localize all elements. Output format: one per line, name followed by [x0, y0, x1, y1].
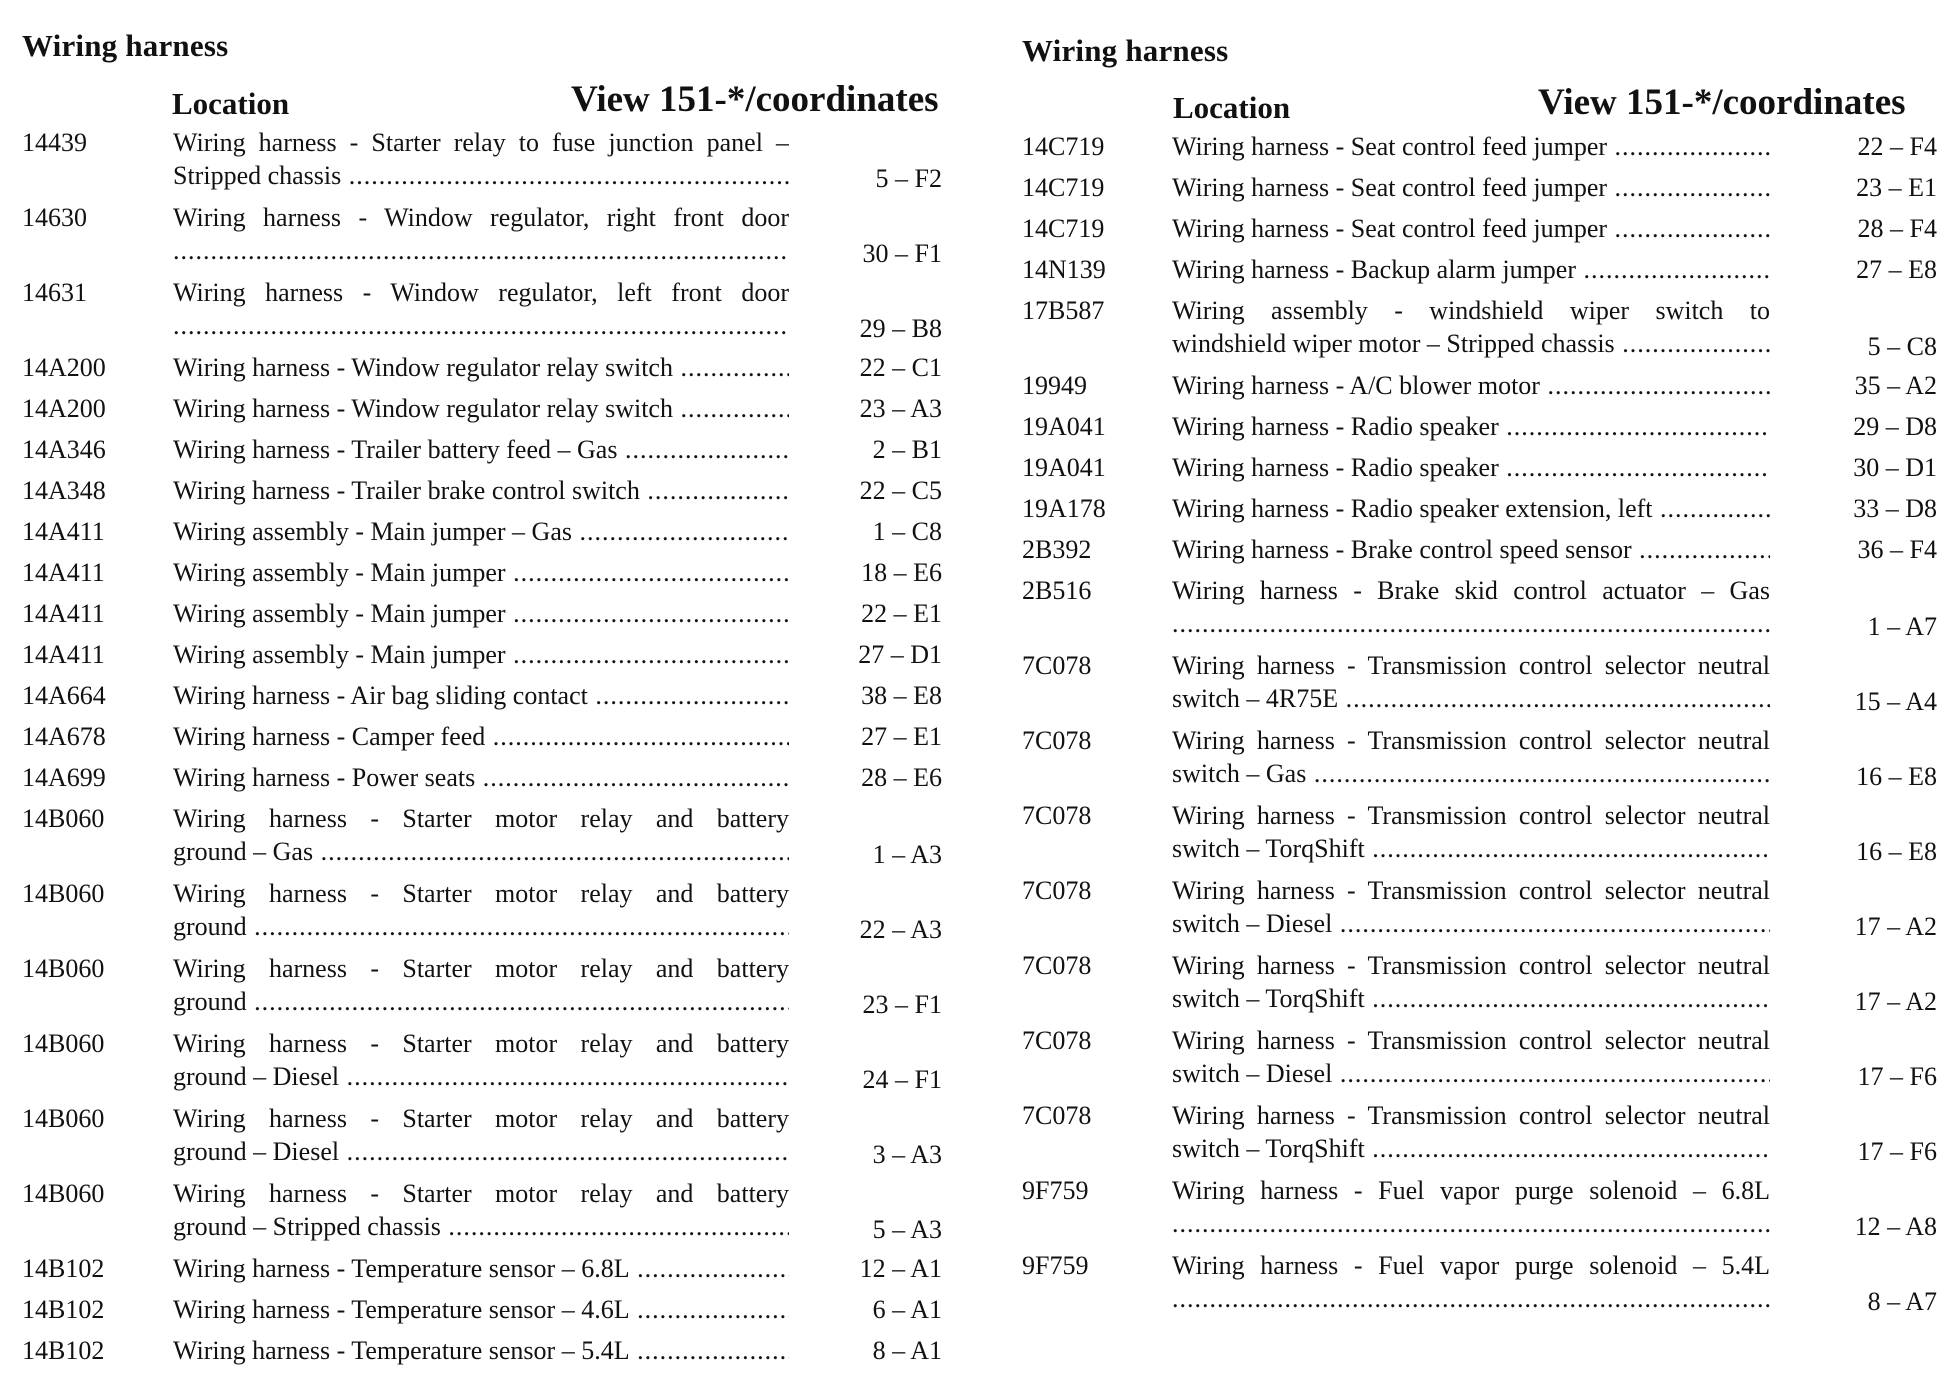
list-item [1022, 799, 1937, 874]
view-coordinate: 2 – B1 [872, 435, 942, 464]
view-coordinate: 17 – F6 [1857, 1062, 1937, 1091]
list-item [1022, 874, 1937, 949]
location-description [1172, 1024, 1770, 1090]
view-coordinates-header: View 151-*/coordinates [1538, 82, 1906, 123]
description-line: ground ..... [173, 910, 789, 943]
location-description [173, 638, 789, 671]
description-line: Wiring harness - Fuel vapor purge solenoid – 5.4L [1172, 1251, 1770, 1280]
view-coordinate: 12 – A1 [859, 1254, 942, 1283]
description-line: Wiring harness - Radio speaker ..... [1172, 451, 1770, 484]
list-item [22, 201, 962, 276]
description-line [1172, 1282, 1770, 1315]
part-number: 14C719 [1022, 173, 1105, 202]
location-description [1172, 949, 1770, 1015]
part-number: 14A699 [22, 763, 106, 792]
list-item [22, 1252, 962, 1293]
part-number: 14A664 [22, 681, 106, 710]
description-line: Wiring harness - Temperature sensor – 4.6L ..... [173, 1293, 789, 1326]
list-item [1022, 1174, 1937, 1249]
view-coordinate: 5 – A3 [872, 1215, 942, 1244]
description-line: switch – TorqShift ..... [1172, 1132, 1770, 1165]
view-coordinate: 22 – C1 [859, 353, 942, 382]
description-line: switch – 4R75E ..... [1172, 682, 1770, 715]
description-line: windshield wiper motor – Stripped chassis ..... [1172, 327, 1770, 360]
description-line: Wiring harness - Transmission control selector neutral [1172, 951, 1770, 980]
list-item [22, 1027, 962, 1102]
description-line: Wiring harness - Brake skid control actuator – Gas [1172, 576, 1770, 605]
view-coordinate: 8 – A7 [1867, 1287, 1937, 1316]
view-coordinate: 35 – A2 [1854, 371, 1937, 400]
list-item [1022, 1024, 1937, 1099]
location-description [173, 351, 789, 384]
part-number: 7C078 [1022, 651, 1092, 680]
description-line: Wiring harness - Starter motor relay and battery [173, 804, 789, 833]
part-number: 19A041 [1022, 412, 1106, 441]
list-item [22, 351, 962, 392]
location-description [173, 392, 789, 425]
description-line: Wiring harness - Starter relay to fuse junction panel – [173, 128, 789, 157]
view-coordinate: 3 – A3 [872, 1140, 942, 1169]
view-coordinate: 16 – E8 [1856, 837, 1937, 866]
left-column [22, 0, 962, 1392]
list-item [1022, 451, 1937, 492]
list-item [1022, 1249, 1937, 1324]
list-item [22, 1177, 962, 1252]
part-number: 14A200 [22, 353, 106, 382]
list-item [1022, 1099, 1937, 1174]
location-description [1172, 574, 1770, 640]
part-number: 14A411 [22, 599, 105, 628]
description-line: Wiring harness - Starter motor relay and battery [173, 1179, 789, 1208]
description-line: Wiring harness - Radio speaker ..... [1172, 410, 1770, 443]
part-number: 9F759 [1022, 1176, 1089, 1205]
description-line: Wiring harness - Radio speaker extension, left ..... [1172, 492, 1770, 525]
list-item [22, 720, 962, 761]
description-line: Wiring harness - Trailer brake control switch ..... [173, 474, 789, 507]
description-line: switch – TorqShift ..... [1172, 832, 1770, 865]
view-coordinate: 30 – D1 [1853, 453, 1937, 482]
description-line: ground ..... [173, 985, 789, 1018]
location-description [1172, 649, 1770, 715]
view-coordinate: 33 – D8 [1853, 494, 1937, 523]
description-line: ground – Stripped chassis ..... [173, 1210, 789, 1243]
description-line: ground – Diesel ..... [173, 1060, 789, 1093]
location-description [173, 556, 789, 589]
location-description [1172, 799, 1770, 865]
part-number: 7C078 [1022, 951, 1092, 980]
description-line: Wiring assembly - windshield wiper switch to [1172, 296, 1770, 325]
location-description [173, 1027, 789, 1093]
view-coordinate: 36 – F4 [1857, 535, 1937, 564]
location-description [173, 1334, 789, 1367]
list-item [1022, 294, 1937, 369]
view-coordinate: 17 – A2 [1854, 912, 1937, 941]
list-item [1022, 574, 1937, 649]
description-line: Wiring harness - Window regulator, left front door [173, 278, 789, 307]
location-description [173, 515, 789, 548]
view-coordinate: 27 – E8 [1856, 255, 1937, 284]
description-line [173, 309, 789, 342]
description-line: Wiring harness - Starter motor relay and battery [173, 879, 789, 908]
location-description [173, 952, 789, 1018]
view-coordinate: 24 – F1 [862, 1065, 942, 1094]
view-coordinate: 27 – E1 [861, 722, 942, 751]
list-item [22, 474, 962, 515]
list-item [1022, 369, 1937, 410]
location-description [173, 1102, 789, 1168]
part-number: 7C078 [1022, 1026, 1092, 1055]
description-line: Wiring assembly - Main jumper ..... [173, 638, 789, 671]
part-number: 14B060 [22, 954, 105, 983]
list-item [1022, 949, 1937, 1024]
location-description [173, 1177, 789, 1243]
part-number: 14A411 [22, 558, 105, 587]
view-coordinate: 23 – A3 [859, 394, 942, 423]
location-description [1172, 369, 1770, 402]
list-item [22, 638, 962, 679]
part-number: 14B060 [22, 1179, 105, 1208]
part-number: 19949 [1022, 371, 1087, 400]
list-item [1022, 492, 1937, 533]
view-coordinate: 22 – F4 [1857, 132, 1937, 161]
view-coordinate: 17 – A2 [1854, 987, 1937, 1016]
view-coordinate: 23 – E1 [1856, 173, 1937, 202]
list-item [1022, 649, 1937, 724]
description-line: Stripped chassis ..... [173, 159, 789, 192]
list-item [22, 126, 962, 201]
view-coordinate: 28 – E6 [861, 763, 942, 792]
view-coordinate: 22 – E1 [861, 599, 942, 628]
list-item [22, 1102, 962, 1177]
location-description [1172, 1099, 1770, 1165]
location-description [1172, 492, 1770, 525]
description-line: Wiring harness - Fuel vapor purge solenoid – 6.8L [1172, 1176, 1770, 1205]
part-number: 14A346 [22, 435, 106, 464]
list-item [22, 392, 962, 433]
description-line: switch – TorqShift ..... [1172, 982, 1770, 1015]
view-coordinate: 6 – A1 [872, 1295, 942, 1324]
location-description [173, 126, 789, 192]
list-item [1022, 171, 1937, 212]
location-description [1172, 1249, 1770, 1315]
description-line: Wiring harness - Transmission control selector neutral [1172, 801, 1770, 830]
part-number: 9F759 [1022, 1251, 1089, 1280]
list-item [22, 276, 962, 351]
description-line: Wiring harness - Transmission control selector neutral [1172, 1026, 1770, 1055]
description-line: Wiring harness - Window regulator relay switch ..... [173, 351, 789, 384]
description-line: Wiring harness - Backup alarm jumper ..... [1172, 253, 1770, 286]
part-number: 14A411 [22, 640, 105, 669]
part-number: 14N139 [1022, 255, 1106, 284]
view-coordinate: 16 – E8 [1856, 762, 1937, 791]
part-number: 14439 [22, 128, 87, 157]
list-item [22, 877, 962, 952]
list-item [1022, 130, 1937, 171]
location-description [173, 1293, 789, 1326]
view-coordinate: 8 – A1 [872, 1336, 942, 1365]
view-coordinates-header: View 151-*/coordinates [571, 79, 939, 120]
description-line: Wiring harness - Power seats ..... [173, 761, 789, 794]
part-number: 14630 [22, 203, 87, 232]
part-number: 17B587 [1022, 296, 1105, 325]
view-coordinate: 15 – A4 [1854, 687, 1937, 716]
location-description [173, 720, 789, 753]
description-line: switch – Diesel ..... [1172, 1057, 1770, 1090]
list-item [22, 761, 962, 802]
part-number: 7C078 [1022, 876, 1092, 905]
description-line: Wiring harness - Trailer battery feed – Gas ..... [173, 433, 789, 466]
description-line: ground – Gas ..... [173, 835, 789, 868]
part-number: 14B060 [22, 1029, 105, 1058]
location-description [1172, 253, 1770, 286]
part-number: 14631 [22, 278, 87, 307]
part-number: 14A348 [22, 476, 106, 505]
section-title: Wiring harness [1022, 33, 1229, 68]
list-item [22, 433, 962, 474]
list-item [22, 952, 962, 1027]
section-title: Wiring harness [22, 28, 229, 63]
view-coordinate: 23 – F1 [862, 990, 942, 1019]
location-description [173, 474, 789, 507]
description-line [1172, 1207, 1770, 1240]
location-description [1172, 171, 1770, 204]
list-item [1022, 253, 1937, 294]
part-number: 14B060 [22, 879, 105, 908]
location-header: Location [172, 86, 290, 121]
description-line: Wiring harness - Starter motor relay and battery [173, 1029, 789, 1058]
description-line [1172, 607, 1770, 640]
location-description [173, 679, 789, 712]
description-line: Wiring harness - Starter motor relay and battery [173, 954, 789, 983]
list-item [22, 802, 962, 877]
location-description [1172, 212, 1770, 245]
description-line: Wiring harness - Window regulator, right front door [173, 203, 789, 232]
view-coordinate: 22 – C5 [859, 476, 942, 505]
location-description [1172, 451, 1770, 484]
view-coordinate: 29 – D8 [1853, 412, 1937, 441]
part-number: 14C719 [1022, 132, 1105, 161]
description-line: Wiring assembly - Main jumper ..... [173, 556, 789, 589]
location-header: Location [1173, 90, 1291, 125]
description-line: switch – Gas ..... [1172, 757, 1770, 790]
view-coordinate: 30 – F1 [862, 239, 942, 268]
part-number: 14B102 [22, 1254, 105, 1283]
description-line: Wiring harness - Starter motor relay and battery [173, 1104, 789, 1133]
view-coordinate: 12 – A8 [1854, 1212, 1937, 1241]
description-line: Wiring harness - Transmission control selector neutral [1172, 876, 1770, 905]
list-item [22, 1293, 962, 1334]
location-description [173, 877, 789, 943]
view-coordinate: 22 – A3 [859, 915, 942, 944]
part-number: 7C078 [1022, 1101, 1092, 1130]
list-item [1022, 410, 1937, 451]
part-number: 14B060 [22, 804, 105, 833]
location-description [1172, 533, 1770, 566]
list-item [22, 515, 962, 556]
view-coordinate: 18 – E6 [861, 558, 942, 587]
description-line: Wiring assembly - Main jumper ..... [173, 597, 789, 630]
view-coordinate: 1 – A7 [1867, 612, 1937, 641]
location-description [173, 761, 789, 794]
view-coordinate: 1 – A3 [872, 840, 942, 869]
list-item [1022, 533, 1937, 574]
part-number: 19A178 [1022, 494, 1106, 523]
part-number: 14B060 [22, 1104, 105, 1133]
description-line: Wiring assembly - Main jumper – Gas ..... [173, 515, 789, 548]
location-description [1172, 724, 1770, 790]
part-number: 7C078 [1022, 801, 1092, 830]
location-description [1172, 130, 1770, 163]
part-number: 14A200 [22, 394, 106, 423]
view-coordinate: 1 – C8 [872, 517, 942, 546]
description-line: Wiring harness - Seat control feed jumper ..... [1172, 130, 1770, 163]
location-description [173, 1252, 789, 1285]
view-coordinate: 27 – D1 [858, 640, 942, 669]
description-line: Wiring harness - A/C blower motor ..... [1172, 369, 1770, 402]
description-line: Wiring harness - Seat control feed jumper ..... [1172, 171, 1770, 204]
view-coordinate: 5 – C8 [1867, 332, 1937, 361]
location-description [173, 802, 789, 868]
description-line: Wiring harness - Seat control feed jumper ..... [1172, 212, 1770, 245]
list-item [1022, 212, 1937, 253]
location-description [1172, 874, 1770, 940]
description-line: Wiring harness - Transmission control selector neutral [1172, 1101, 1770, 1130]
location-description [1172, 410, 1770, 443]
description-line: Wiring harness - Temperature sensor – 6.8L ..... [173, 1252, 789, 1285]
location-description [1172, 1174, 1770, 1240]
part-number: 14C719 [1022, 214, 1105, 243]
description-line: Wiring harness - Brake control speed sensor ..... [1172, 533, 1770, 566]
part-number: 14A678 [22, 722, 106, 751]
description-line [173, 234, 789, 267]
description-line: switch – Diesel ..... [1172, 907, 1770, 940]
description-line: Wiring harness - Temperature sensor – 5.4L ..... [173, 1334, 789, 1367]
list-item [22, 556, 962, 597]
description-line: ground – Diesel ..... [173, 1135, 789, 1168]
part-number: 2B516 [1022, 576, 1092, 605]
view-coordinate: 17 – F6 [1857, 1137, 1937, 1166]
location-description [1172, 294, 1770, 360]
location-description [173, 201, 789, 267]
description-line: Wiring harness - Air bag sliding contact ..... [173, 679, 789, 712]
part-number: 14B102 [22, 1336, 105, 1365]
list-item [1022, 724, 1937, 799]
view-coordinate: 5 – F2 [875, 164, 942, 193]
description-line: Wiring harness - Transmission control selector neutral [1172, 651, 1770, 680]
description-line: Wiring harness - Transmission control selector neutral [1172, 726, 1770, 755]
part-number: 14A411 [22, 517, 105, 546]
list-item [22, 1334, 962, 1375]
view-coordinate: 29 – B8 [859, 314, 942, 343]
list-item [22, 597, 962, 638]
location-description [173, 276, 789, 342]
location-description [173, 597, 789, 630]
right-column [1022, 0, 1937, 1392]
part-number: 19A041 [1022, 453, 1106, 482]
part-number: 2B392 [1022, 535, 1092, 564]
view-coordinate: 38 – E8 [861, 681, 942, 710]
part-number: 14B102 [22, 1295, 105, 1324]
list-item [22, 679, 962, 720]
description-line: Wiring harness - Window regulator relay switch ..... [173, 392, 789, 425]
description-line: Wiring harness - Camper feed ..... [173, 720, 789, 753]
view-coordinate: 28 – F4 [1857, 214, 1937, 243]
part-number: 7C078 [1022, 726, 1092, 755]
location-description [173, 433, 789, 466]
